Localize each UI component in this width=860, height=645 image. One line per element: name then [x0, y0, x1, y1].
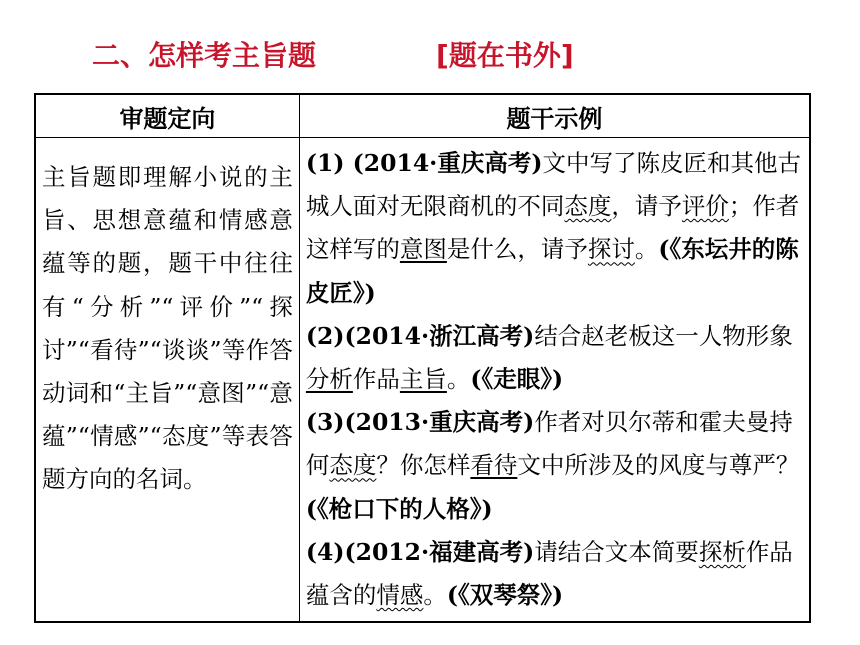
example-1 [306, 142, 805, 315]
title-row [92, 34, 820, 74]
keyword: 看待 [470, 451, 518, 480]
keyword: 评价 [681, 192, 729, 221]
question-table [34, 93, 811, 623]
example-text: ；作者这样写的 [305, 192, 800, 264]
keyword: 探讨 [587, 235, 635, 264]
example-source: (4)(2012·福建高考) [305, 537, 535, 566]
example-text: ，请予 [611, 192, 682, 221]
example-text: 结合赵老板这一人物形象 [534, 321, 793, 350]
example-work: (《东坛井的陈皮匠》) [305, 235, 799, 307]
example-text: ？你怎样 [376, 451, 471, 480]
table-row [35, 138, 810, 623]
keyword: 情感 [376, 581, 424, 610]
keyword: 主旨 [399, 365, 447, 394]
example-work: (《双琴祭》) [446, 581, 564, 610]
example-text: 作者对贝尔蒂和霍夫曼持何 [305, 408, 793, 480]
table-header-row [35, 94, 810, 138]
keyword: 态度 [564, 192, 612, 221]
example-2 [306, 315, 805, 401]
keyword: 意图 [399, 235, 447, 264]
example-source: (2)(2014·浙江高考) [305, 321, 535, 350]
section-title: 二、怎样考主旨题 [92, 39, 317, 72]
example-text: 文中所涉及的风度与尊严？ [517, 451, 800, 480]
example-work: (《枪口下的人格》) [305, 494, 493, 523]
example-text: 。 [634, 235, 659, 264]
col-header-guidance: 审题定向 [35, 94, 299, 138]
example-text: 是什么，请予 [446, 235, 588, 264]
section-tag: [题在书外] [436, 39, 574, 72]
keyword: 分析 [305, 365, 353, 394]
example-text: 请结合文本简要 [534, 537, 699, 566]
example-source: (1) (2014·重庆高考) [305, 149, 543, 177]
keyword: 态度 [329, 451, 377, 480]
col-header-examples: 题干示例 [299, 94, 810, 138]
example-4 [306, 531, 805, 617]
guidance-cell: 主旨题即理解小说的主旨、思想意蕴和情感意蕴等的题，题干中往往有“分析”“评价”“探讨”“看待”“谈谈”等作答动词和“主旨”“意图”“意蕴”“情感”“态度”等表答题方向的名词。 [35, 138, 299, 623]
keyword: 探析 [698, 537, 746, 566]
examples-cell [299, 138, 810, 623]
example-text: 作品蕴含的 [305, 537, 793, 610]
example-text: 作品 [352, 365, 400, 394]
example-text: 。 [423, 581, 447, 610]
example-3 [306, 401, 805, 531]
example-text: 文中写了陈皮匠和其他古城人面对无限商机的不同 [305, 149, 801, 221]
example-text: 。 [446, 365, 471, 394]
example-source: (3)(2013·重庆高考) [305, 408, 535, 437]
example-work: (《走眼》) [470, 365, 564, 394]
